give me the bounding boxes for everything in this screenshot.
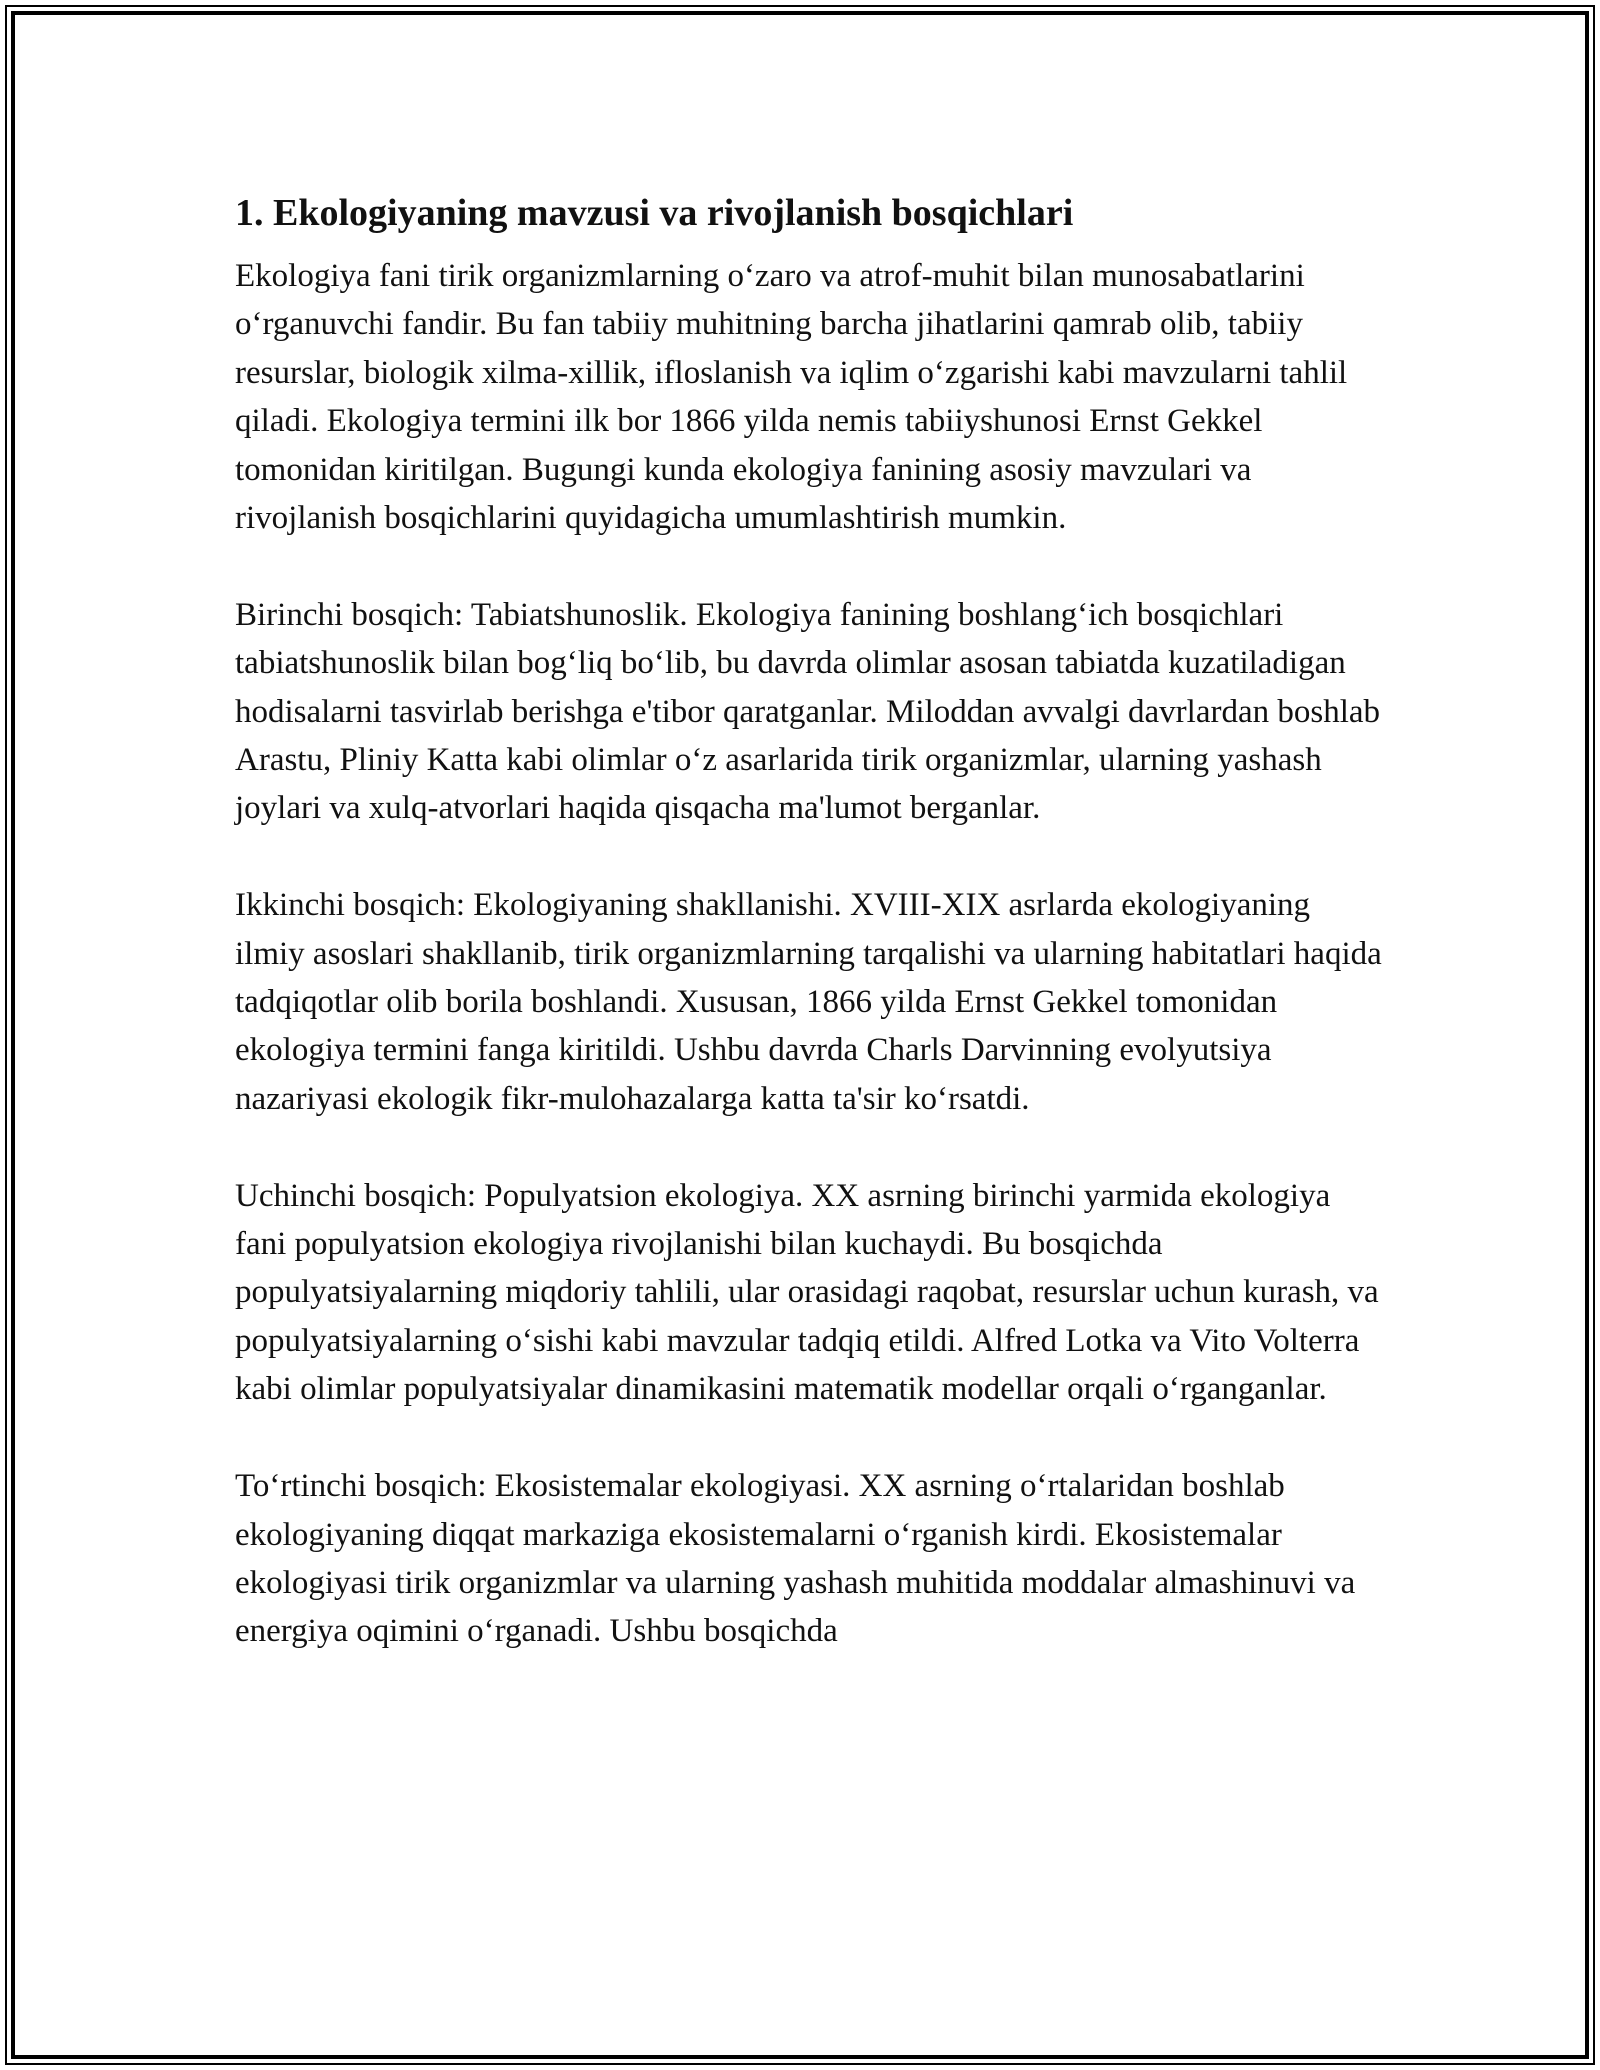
paragraph-stage-3: Uchinchi bosqich: Populyatsion ekologiya. XX asrning birinchi yarmida ekologiya fani populyatsion ekologiya rivojlanishi bilan kuchaydi. Bu bosqichda populyatsiyalarning miqdoriy tahlili, ular orasidagi raqobat, resurslar uchun kurash, va populyatsiyalarning o‘sishi kabi mavzular tadqiq etildi. Alfred Lotka va Vito Volterra kabi olimlar populyatsiyalar dinamikasini matematik modellar orqali o‘rganganlar. [235, 1177, 1379, 1408]
paragraph-stage-2: Ikkinchi bosqich: Ekologiyaning shakllanishi. XVIII-XIX asrlarda ekologiyaning ilmiy asoslari shakllanib, tirik organizmlarning tarqalishi va ularning habitatlari haqida tadqiqotlar olib borila boshlandi. Xususan, 1866 yilda Ernst Gekkel tomonidan ekologiya termini fanga kiritildi. Ushbu davrda Charls Darvinning evolyutsiya nazariyasi ekologik fikr-mulohazalarga katta ta'sir ko‘rsatdi. [235, 887, 1382, 1117]
document-title: 1. Ekologiyaning mavzusi va rivojlanish bosqichlari [235, 192, 1074, 234]
document-body [235, 186, 1385, 1704]
paragraph-stage-1: Birinchi bosqich: Tabiatshunoslik. Ekologiya fanining boshlang‘ich bosqichlari tabiatshunoslik bilan bog‘liq bo‘lib, bu davrda olimlar asosan tabiatda kuzatiladigan hodisalarni tasvirlab berishga e'tibor qaratganlar. Miloddan avvalgi davrlardan boshlab Arastu, Pliniy Katta kabi olimlar o‘z asarlarida tirik organizmlar, ularning yashash joylari va xulq-atvorlari haqida qisqacha ma'lumot berganlar. [235, 596, 1381, 827]
paragraph-stage-4: To‘rtinchi bosqich: Ekosistemalar ekologiyasi. XX asrning o‘rtalaridan boshlab ekologiyaning diqqat markaziga ekosistemalarni o‘rganish kirdi. Ekosistemalar ekologiyasi tirik organizmlar va ularning yashash muhitida moddalar almashinuvi va energiya oqimini o‘rganadi. Ushbu bosqichda [235, 1468, 1356, 1650]
paragraph-intro: Ekologiya fani tirik organizmlarning o‘zaro va atrof-muhit bilan munosabatlarini o‘rganuvchi fandir. Bu fan tabiiy muhitning barcha jihatlarini qamrab olib, tabiiy resurslar, biologik xilma-xillik, ifloslanish va iqlim o‘zgarishi kabi mavzularni tahlil qiladi. Ekologiya termini ilk bor 1866 yilda nemis tabiiyshunosi Ernst Gekkel tomonidan kiritilgan. Bugungi kunda ekologiya fanining asosiy mavzulari va rivojlanish bosqichlarini quyidagicha umumlashtirish mumkin. [235, 258, 1348, 537]
